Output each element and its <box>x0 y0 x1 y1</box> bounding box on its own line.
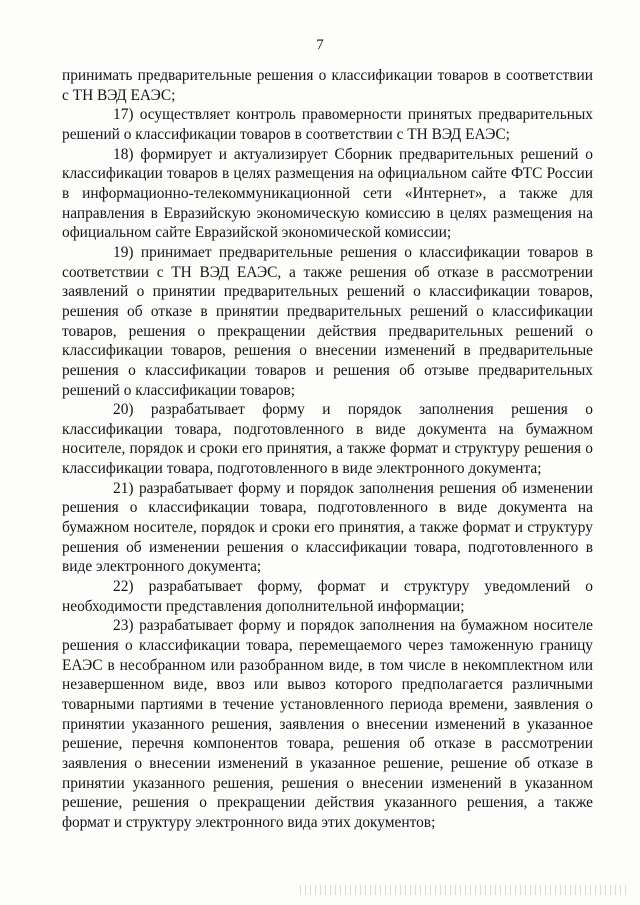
paragraph-19: 19) принимает предварительные решения о классификации товаров в соответствии с ТН ВЭД ЕАЭС, а также решения об отказе в рассмотрении заявлений о принятии предварительных решений о классификации товаров, решения об отказе в принятии предварительных решений о классификации товаров, решения о прекращении действия предварительных решений о классификации товаров, решения о внесении изменений в предварительные решения о классификации товаров и решения об отзыве предварительных решений о классификации товаров; <box>62 243 593 399</box>
paragraph-22: 22) разрабатывает форму, формат и структуру уведомлений о необходимости представления дополнительной информации; <box>62 578 593 615</box>
page-number: 7 <box>316 37 324 53</box>
paragraph-20: 20) разрабатывает форму и порядок заполнения решения о классификации товара, подготовленного в виде документа на бумажном носителе, порядок и сроки его принятия, а также формат и структуру решения о классификации товара, подготовленного в виде электронного документа; <box>62 401 593 478</box>
document-body <box>62 66 593 833</box>
scan-artifact <box>300 885 630 895</box>
paragraph-17: 17) осуществляет контроль правомерности принятых предварительных решений о классификации товаров в соответствии с ТН ВЭД ЕАЭС; <box>62 106 593 143</box>
paragraph-18: 18) формирует и актуализирует Сборник предварительных решений о классификации товаров в целях размещения на официальном сайте ФТС России в информационно-телекоммуникационной сети «Интернет», а также для направления в Евразийскую экономическую комиссию в целях размещения на официальном сайте Евразийской экономической комиссии; <box>62 145 593 242</box>
paragraph-16-continuation: принимать предварительные решения о классификации товаров в соответствии с ТН ВЭД ЕАЭС; <box>62 67 593 104</box>
paragraph-23: 23) разрабатывает форму и порядок заполнения на бумажном носителе решения о классификации товара, перемещаемого через таможенную границу ЕАЭС в несобранном или разобранном виде, в том числе в некомплектном или незавершенном виде, ввоз или вывоз которого предполагается различными товарными партиями в течение установленного периода времени, заявления о принятии указанного решения, заявления о внесении изменений в указанное решение, перечня компонентов товара, решения об отказе в рассмотрении заявления о внесении изменений в указанное решение, решение об отказе в принятии указанного решения, решения о внесении изменений в указанном решение, решения о прекращении действия указанного решения, а также формат и структуру электронного вида этих документов; <box>62 617 593 831</box>
paragraph-21: 21) разрабатывает форму и порядок заполнения решения об изменении решения о классификации товара, подготовленного в виде документа на бумажном носителе, порядок и сроки его принятия, а также формат и структуру решения об изменении решения о классификации товара, подготовленного в виде электронного документа; <box>62 479 593 576</box>
